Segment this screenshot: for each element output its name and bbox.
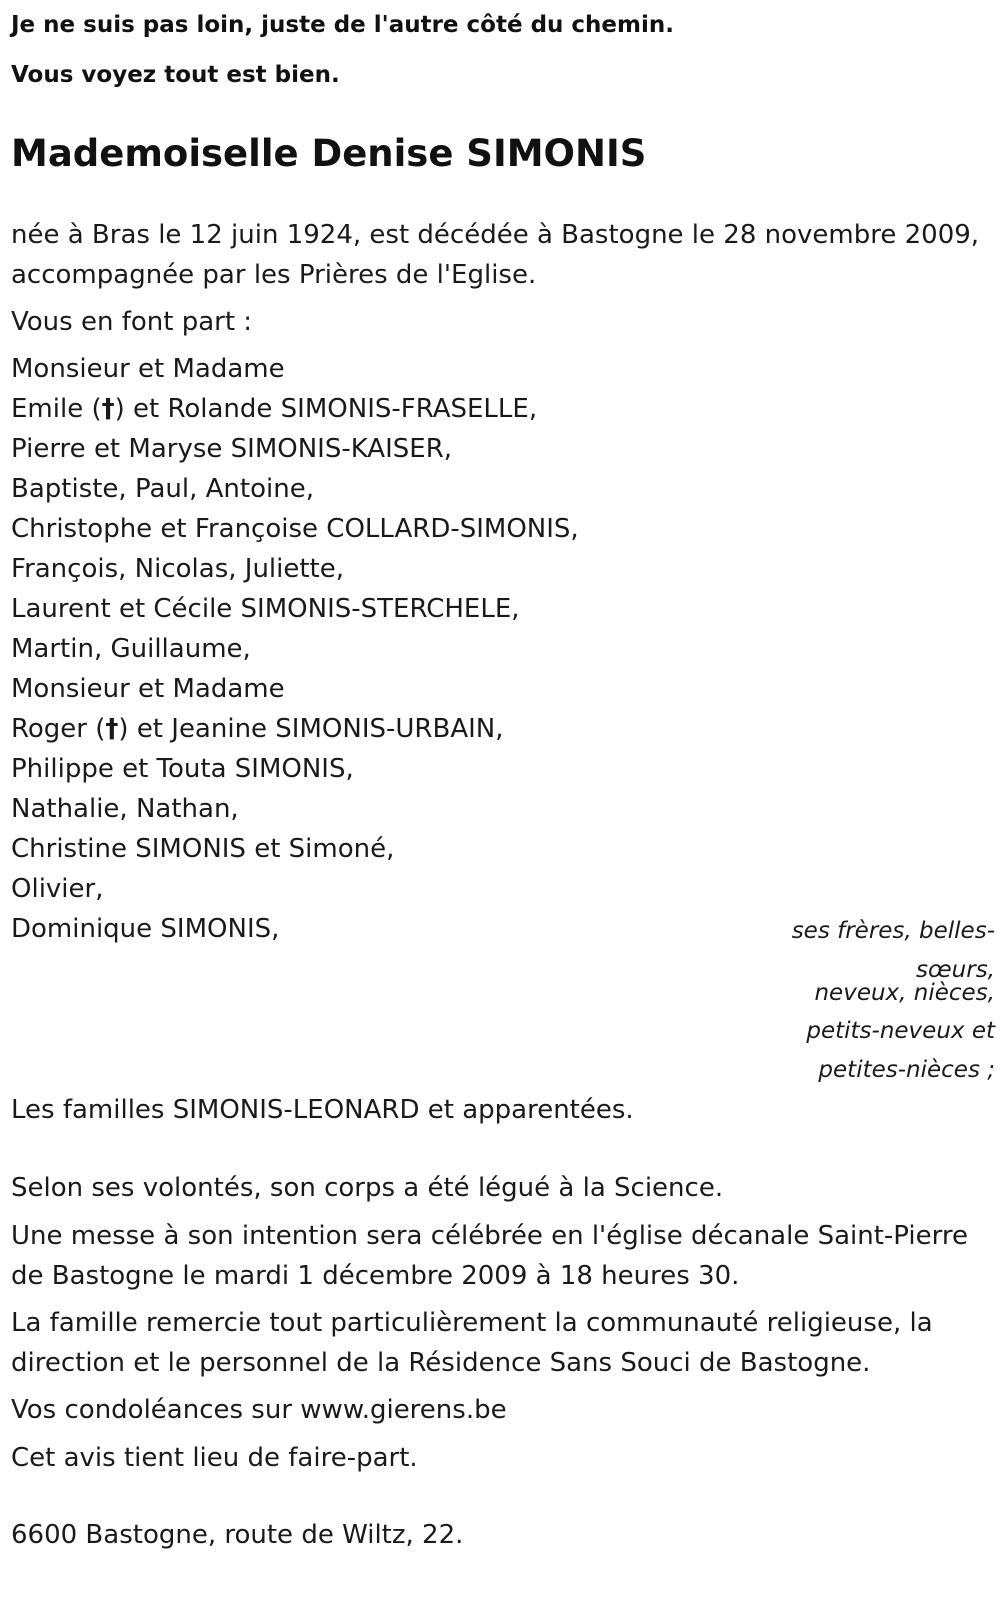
family-line: Christine SIMONIS et Simoné, [11,834,395,864]
family-name-part: Roger ( [11,714,106,744]
family-line: Laurent et Cécile SIMONIS-STERCHELE, [11,594,520,624]
family-name-part: Emile ( [11,394,102,424]
announcement-intro: Vous en font part : [11,307,253,337]
other-families: Les familles SIMONIS-LEONARD et apparentées. [11,1095,634,1125]
birth-death-line-1: née à Bras le 12 juin 1924, est décédée à Bastogne le 28 novembre 2009, [11,220,980,250]
family-name-part: ) et Jeanine SIMONIS-URBAIN, [118,714,504,744]
family-name-part: ) et Rolande SIMONIS-FRASELLE, [114,394,538,424]
epitaph-line-1: Je ne suis pas loin, juste de l'autre côté du chemin. [11,12,674,38]
family-line [11,389,579,429]
address-line: 6600 Bastogne, route de Wiltz, 22. [11,1520,464,1550]
notice-line: Cet avis tient lieu de faire-part. [11,1443,418,1473]
family-line: Christophe et Françoise COLLARD-SIMONIS, [11,514,579,544]
body-donation: Selon ses volontés, son corps a été légué à la Science. [11,1173,724,1203]
mass-paragraph [11,1216,968,1296]
family-line: Nathalie, Nathan, [11,794,239,824]
condolences-line: Vos condoléances sur www.gierens.be [11,1395,507,1425]
thanks-line-1: La famille remercie tout particulièrement la communauté religieuse, la [11,1308,933,1338]
family-line: Monsieur et Madame [11,674,285,704]
family-line: Baptiste, Paul, Antoine, [11,474,314,504]
cross-icon: † [105,714,119,744]
epitaph-line-2: Vous voyez tout est bien. [11,62,340,88]
relation-line-4: petits-neveux et [806,1018,995,1044]
deceased-name-title: Mademoiselle Denise SIMONIS [11,132,647,175]
cross-icon: † [101,394,115,424]
mass-line-2: de Bastogne le mardi 1 décembre 2009 à 18 heures 30. [11,1261,740,1291]
family-line [11,709,579,749]
family-line: Pierre et Maryse SIMONIS-KAISER, [11,434,453,464]
thanks-line-2: direction et le personnel de la Résidence Sans Souci de Bastogne. [11,1348,871,1378]
relation-line-2: sœurs, [916,957,995,983]
relation-line-5: petites-nièces ; [818,1057,995,1083]
family-line: François, Nicolas, Juliette, [11,554,345,584]
relation-line-1: ses frères, belles- [791,918,995,944]
thanks-paragraph [11,1303,933,1383]
family-line: Philippe et Touta SIMONIS, [11,754,354,784]
family-line: Dominique SIMONIS, [11,914,280,944]
relation-line-3: neveux, nièces, [814,980,995,1006]
mass-line-1: Une messe à son intention sera célébrée en l'église décanale Saint-Pierre [11,1221,968,1251]
family-line: Monsieur et Madame [11,354,285,384]
family-list [11,349,579,949]
family-line: Olivier, [11,874,104,904]
birth-death-paragraph [11,215,979,295]
family-line: Martin, Guillaume, [11,634,251,664]
birth-death-line-2: accompagnée par les Prières de l'Eglise. [11,260,537,290]
